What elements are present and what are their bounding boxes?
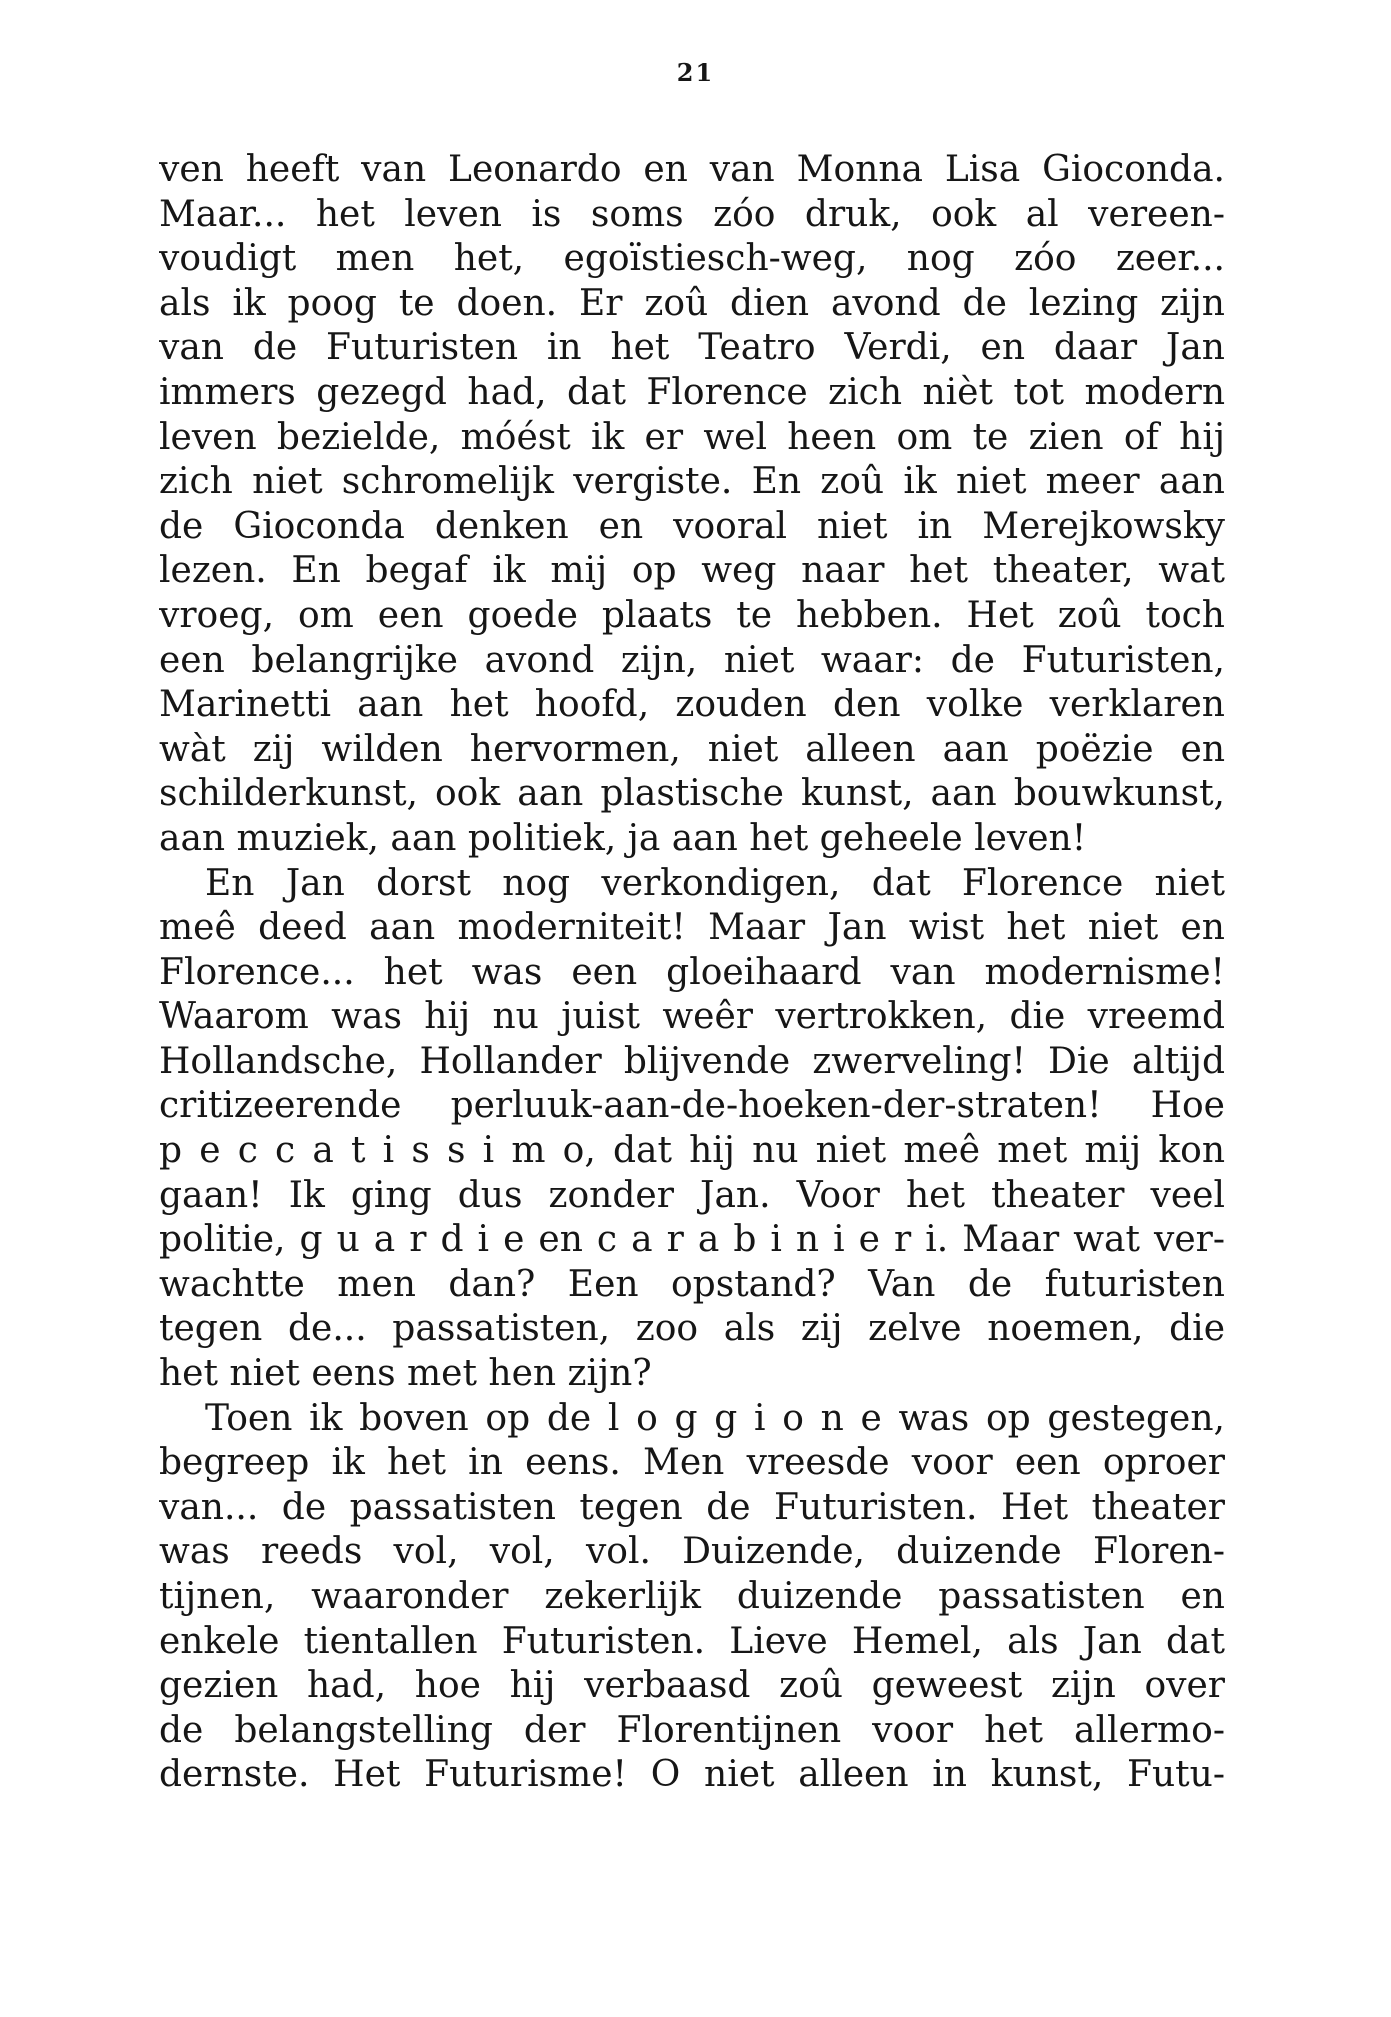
text-line: het niet eens met hen zijn? — [159, 1353, 652, 1395]
text-line: de belangstelling der Florentijnen voor het allermo- — [159, 1709, 1225, 1751]
text-line: immers gezegd had, dat Florence zich nièt tot modern — [159, 371, 1225, 413]
text-line: zich niet schromelijk vergiste. En zoû ik niet meer aan — [159, 461, 1225, 503]
text-line: Maar... het leven is soms zóo druk, ook al vereen- — [159, 193, 1225, 235]
text-line: critizeerende perluuk-aan-de-hoeken-der-straten! Hoe — [159, 1085, 1225, 1127]
body-text — [159, 148, 1225, 1798]
text-line: Toen ik boven op de l o g g i o n e was op gestegen, — [205, 1397, 1225, 1439]
text-line: Waarom was hij nu juist weêr vertrokken, die vreemd — [159, 996, 1225, 1038]
text-line: als ik poog te doen. Er zoû dien avond de lezing zijn — [159, 282, 1225, 324]
text-line: van... de passatisten tegen de Futuristen. Het theater — [159, 1486, 1225, 1528]
text-line: lezen. En begaf ik mij op weg naar het theater, wat — [159, 550, 1225, 592]
text-line: de Gioconda denken en vooral niet in Merejkowsky — [159, 505, 1225, 547]
text-line: gaan! Ik ging dus zonder Jan. Voor het theater veel — [159, 1174, 1225, 1216]
text-line: begreep ik het in eens. Men vreesde voor een oproer — [159, 1442, 1225, 1484]
text-line: aan muziek, aan politiek, ja aan het geheele leven! — [159, 817, 1087, 859]
text-line: vroeg, om een goede plaats te hebben. Het zoû toch — [159, 594, 1225, 636]
text-line: van de Futuristen in het Teatro Verdi, en daar Jan — [159, 327, 1225, 369]
text-line: voudigt men het, egoïstiesch-weg, nog zóo zeer... — [159, 238, 1225, 280]
text-line: ven heeft van Leonardo en van Monna Lisa Gioconda. — [159, 149, 1225, 190]
text-line: Hollandsche, Hollander blijvende zwerveling! Die altijd — [159, 1040, 1225, 1082]
page-number: 21 — [676, 58, 715, 87]
text-line: tijnen, waaronder zekerlijk duizende passatisten en — [159, 1576, 1225, 1617]
text-line: was reeds vol, vol, vol. Duizende, duizende Floren- — [159, 1531, 1225, 1573]
text-line: enkele tientallen Futuristen. Lieve Hemel, als Jan dat — [159, 1620, 1225, 1662]
text-line: een belangrijke avond zijn, niet waar: de Futuristen, — [159, 639, 1225, 681]
text-line: wachtte men dan? Een opstand? Van de futuristen — [159, 1263, 1225, 1305]
text-line: Marinetti aan het hoofd, zouden den volke verklaren — [159, 684, 1225, 726]
text-line: En Jan dorst nog verkondigen, dat Florence niet — [205, 862, 1225, 904]
text-line: wàt zij wilden hervormen, niet alleen aan poëzie en — [159, 728, 1225, 770]
text-line: meê deed aan moderniteit! Maar Jan wist het niet en — [159, 907, 1225, 949]
text-line: schilderkunst, ook aan plastische kunst, aan bouwkunst, — [159, 773, 1225, 815]
text-line: Florence... het was een gloeihaard van modernisme! — [159, 951, 1225, 993]
text-line: tegen de... passatisten, zoo als zij zelve noemen, die — [159, 1308, 1225, 1350]
text-line: dernste. Het Futurisme! O niet alleen in kunst, Futu- — [159, 1754, 1225, 1796]
text-line: p e c c a t i s s i m o, dat hij nu niet meê met mij kon — [159, 1130, 1225, 1172]
text-line: gezien had, hoe hij verbaasd zoû geweest zijn over — [159, 1665, 1225, 1707]
text-line: politie, g u a r d i e en c a r a b i n i e r i. Maar wat ver- — [159, 1219, 1225, 1261]
text-line: leven bezielde, móést ik er wel heen om te zien of hij — [159, 416, 1225, 458]
